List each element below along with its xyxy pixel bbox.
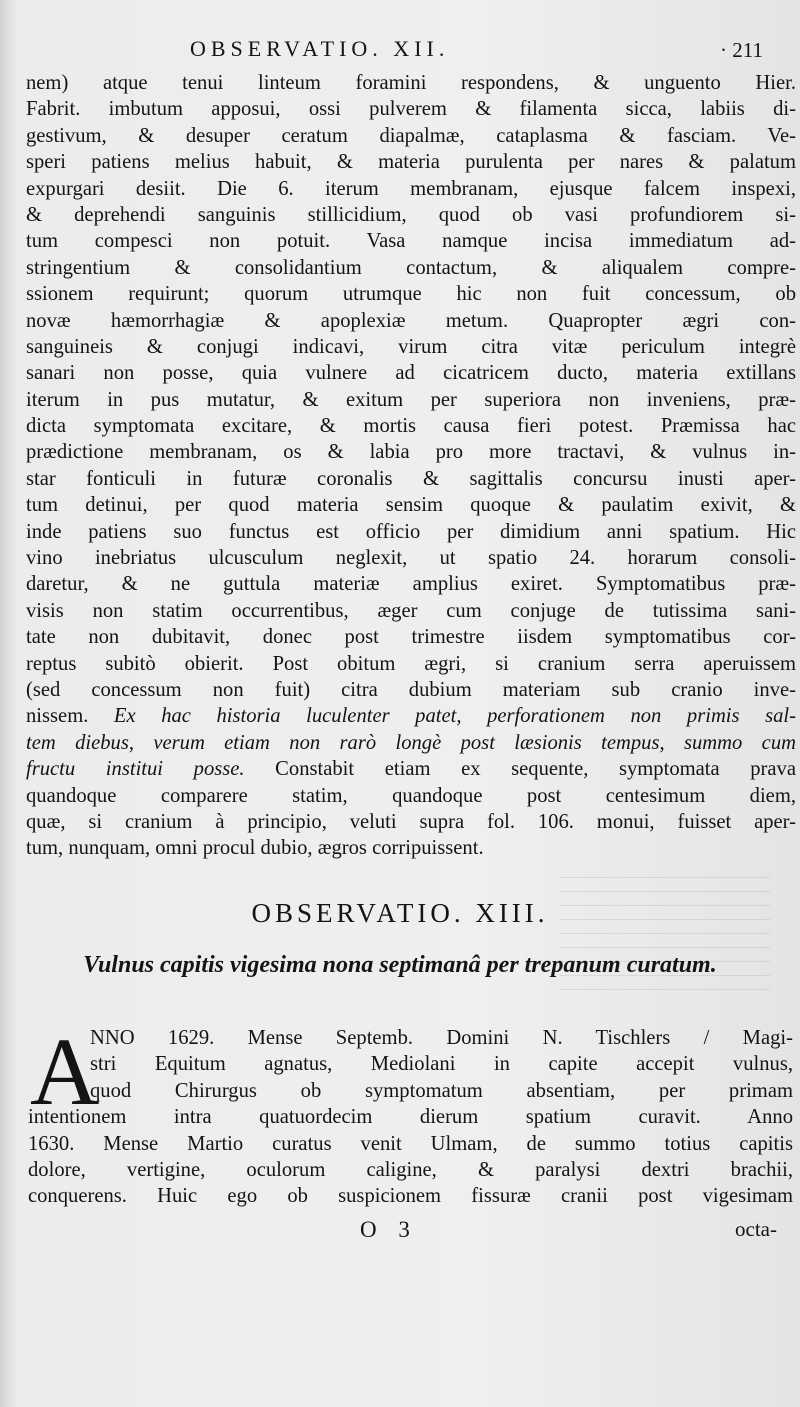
text-line: 1630. Mense Martio curatus venit Ulmam, de summo totius capitis — [28, 1132, 793, 1155]
text-line: & deprehendi sanguinis stillicidium, quod ob vasi profundiorem si- — [26, 203, 796, 226]
text-line-mixed — [26, 756, 796, 782]
catchword: octa- — [735, 1217, 777, 1241]
text-line: (sed concessum non fuit) citra dubium materiam sub cranio inve- — [26, 678, 796, 701]
running-head — [0, 30, 800, 70]
text-line: sanari non posse, quia vulnere ad cicatricem ducto, materia extillans — [26, 362, 796, 385]
text-line-mixed — [26, 703, 796, 729]
text-line: dicta symptomata excitare, & mortis causa fieri potest. Præmissa hac — [26, 415, 796, 438]
text-line: Fabrit. imbutum apposui, ossi pulverem & filamenta sicca, labiis di- — [26, 98, 796, 121]
text-line: prædictione membranam, os & labia pro more tractavi, & vulnus in- — [26, 441, 796, 464]
text-line: quæ, si cranium à principio, veluti supra fol. 106. monui, fuisset aper- — [26, 810, 796, 833]
observation-subtitle: Vulnus capitis vigesima nona septimanâ per trepanum curatum. — [83, 952, 717, 978]
italic-text: fructu institui posse. — [26, 758, 245, 781]
text-line: star fonticuli in futuræ coronalis & sagittalis concursu inusti aper- — [26, 467, 796, 490]
text-line-mixed — [26, 730, 796, 756]
text-line: tum, nunquam, omni procul dubio, ægros corripuissent. — [26, 837, 484, 860]
signature-mark: O 3 — [360, 1217, 418, 1242]
page-number: · 211 — [720, 38, 763, 62]
text-line: speri patiens melius habuit, & materia purulenta per nares & palatum — [26, 151, 796, 174]
text-line: novæ hæmorrhagiæ & apoplexiæ metum. Quapropter ægri con- — [26, 309, 796, 332]
text-line: quod Chirurgus ob symptomatum absentiam, per primam — [90, 1079, 793, 1102]
observation-heading: OBSERVATIO. XIII. — [251, 898, 549, 928]
text-line: daretur, & ne guttula materiæ amplius exiret. Symptomatibus præ- — [26, 573, 796, 596]
text-line: inde patiens suo functus est officio per dimidium anni spatium. Hic — [26, 520, 796, 543]
text-line: stringentium & consolidantium contactum, & aliqualem compre- — [26, 256, 796, 279]
text-line: reptus subitò obierit. Post obitum ægri, si cranium serra aperuissem — [26, 652, 796, 675]
running-head-title: OBSERVATIO. XII. — [190, 36, 450, 61]
text-line: visis non statim occurrentibus, æger cum conjuge de tutissima sani- — [26, 599, 796, 622]
text-line: ssionem requirunt; quorum utrumque hic non fuit concessum, ob — [26, 283, 796, 306]
text-line: iterum in pus mutatur, & exitum per superiora non inveniens, præ- — [26, 388, 796, 411]
text-line: vino inebriatus ulcusculum neglexit, ut spatio 24. horarum consoli- — [26, 547, 796, 570]
italic-text: Ex hac historia luculenter patet, perforationem non primis sal- — [113, 705, 796, 728]
text-line: tate non dubitavit, donec post trimestre iisdem symptomatibus cor- — [26, 626, 796, 649]
text-line: gestivum, & desuper ceratum diapalmæ, cataplasma & fasciam. Ve- — [26, 124, 796, 147]
italic-text: tem diebus, verum etiam non rarò longè post læsionis tempus, summo cum — [26, 731, 796, 754]
text-line: dolore, vertigine, oculorum caligine, & paralysi dextri brachii, — [28, 1158, 793, 1181]
plain-text: Constabit etiam ex sequente, symptomata prava — [244, 758, 796, 781]
text-line: conquerens. Huic ego ob suspicionem fissuræ cranii post vigesimam — [28, 1185, 793, 1208]
drop-cap: A — [30, 1018, 100, 1125]
text-line: nem) atque tenui linteum foramini respondens, & unguento Hier. — [26, 72, 796, 94]
text-line: stri Equitum agnatus, Mediolani in capite accepit vulnus, — [90, 1053, 793, 1076]
text-line: intentionem intra quatuordecim dierum spatium curavit. Anno — [28, 1106, 793, 1129]
observation-xii-text — [26, 70, 796, 862]
text-line: NNO 1629. Mense Septemb. Domini N. Tischlers / Magi- — [90, 1027, 793, 1049]
plain-text: nissem. — [26, 705, 114, 728]
text-line: sanguineis & conjugi indicavi, virum citra vitæ periculum integrè — [26, 335, 796, 358]
text-line: tum detinui, per quod materia sensim quoque & paulatim exivit, & — [26, 494, 796, 517]
observation-xiii-text — [28, 1018, 793, 1210]
text-line: tum compesci non potuit. Vasa namque incisa immediatum ad- — [26, 230, 796, 253]
text-line: quandoque comparere statim, quandoque post centesimum diem, — [26, 784, 796, 807]
text-line: expurgari desiit. Die 6. iterum membranam, ejusque falcem inspexi, — [26, 177, 796, 200]
